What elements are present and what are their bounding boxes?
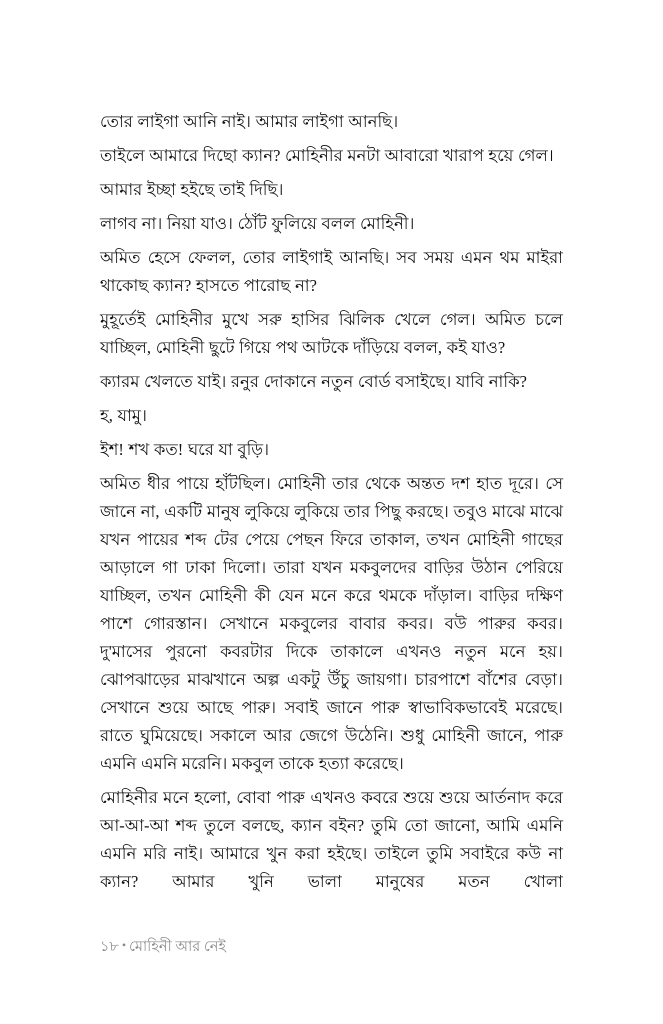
- paragraph: মুহূর্তেই মোহিনীর মুখে সরু হাসির ঝিলিক খেলে গেল। অমিত চলে যাচ্ছিল, মোহিনী ছুটে গিয়ে পথ আটকে দাঁড়িয়ে বলল, কই যাও?: [100, 310, 563, 357]
- paragraph: হ, যামু।: [100, 406, 147, 425]
- book-title: মোহিনী আর নেই: [129, 939, 226, 955]
- paragraph: তাইলে আমারে দিছো ক্যান? মোহিনীর মনটা আবারো খারাপ হয়ে গেল।: [100, 146, 554, 165]
- page-footer: [100, 934, 226, 958]
- paragraph: তোর লাইগা আনি নাই। আমার লাইগা আনছি।: [100, 112, 399, 131]
- paragraph: ক্যারম খেলতে যাই। রনুর দোকানে নতুন বোর্ড বসাইছে। যাবি নাকি?: [100, 372, 528, 391]
- paragraph: অমিত হেসে ফেলল, তোর লাইগাই আনছি। সব সময় এমন থম মাইরা থাকোছ ক্যান? হাসতে পারোছ না?: [100, 248, 563, 295]
- page-number: ১৮: [100, 939, 119, 955]
- paragraph: ইশ! শখ কত! ঘরে যা বুড়ি।: [100, 440, 270, 459]
- paragraph: মোহিনীর মনে হলো, বোবা পারু এখনও কবরে শুয়ে শুয়ে আর্তনাদ করে আ-আ-আ শব্দ তুলে বলছে, ক্যান বইন? তুমি তো জানো, আমি এমনি এমনি মরি নাই। আমারে খুন করা হইছে। তাইলে তুমি সবাইরে কউ না ক্যান? আমার খুনি ভালা মানুষের মতন খোলা: [100, 788, 563, 891]
- paragraph: আমার ইচ্ছা হইছে তাই দিছি।: [100, 180, 284, 199]
- paragraph: অমিত ধীর পায়ে হাঁটছিল। মোহিনী তার থেকে অন্তত দশ হাত দূরে। সে জানে না, একটি মানুষ লুকিয়ে লুকিয়ে তার পিছু করছে। তবুও মাঝে মাঝে যখন পায়ের শব্দ টের পেয়ে পেছন ফিরে তাকাল, তখন মোহিনী গাছের আড়ালে গা ঢাকা দিলো। তারা যখন মকবুলদের বাড়ির উঠান পেরিয়ে যাচ্ছিল, তখন মোহিনী কী যেন মনে করে থমকে দাঁড়াল। বাড়ির দক্ষিণ পাশে গোরস্তান। সেখানে মকবুলের বাবার কবর। বউ পারুর কবর। দু'মাসের পুরনো কবরটার দিকে তাকালে এখনও নতুন মনে হয়। ঝোপঝাড়ের মাঝখানে অল্প একটু উঁচু জায়গা। চারপাশে বাঁশের বেড়া। সেখানে শুয়ে আছে পারু। সবাই জানে পারু স্বাভাবিকভাবেই মরেছে। রাতে ঘুমিয়েছে। সকালে আর জেগে উঠেনি। শুধু মোহিনী জানে, পারু এমনি এমনি মরেনি। মকবুল তাকে হত্যা করেছে।: [100, 474, 563, 773]
- paragraph: লাগব না। নিয়া যাও। ঠোঁট ফুলিয়ে বলল মোহিনী।: [100, 214, 415, 233]
- footer-separator-icon: •: [121, 938, 127, 952]
- page-text-block: [100, 108, 563, 930]
